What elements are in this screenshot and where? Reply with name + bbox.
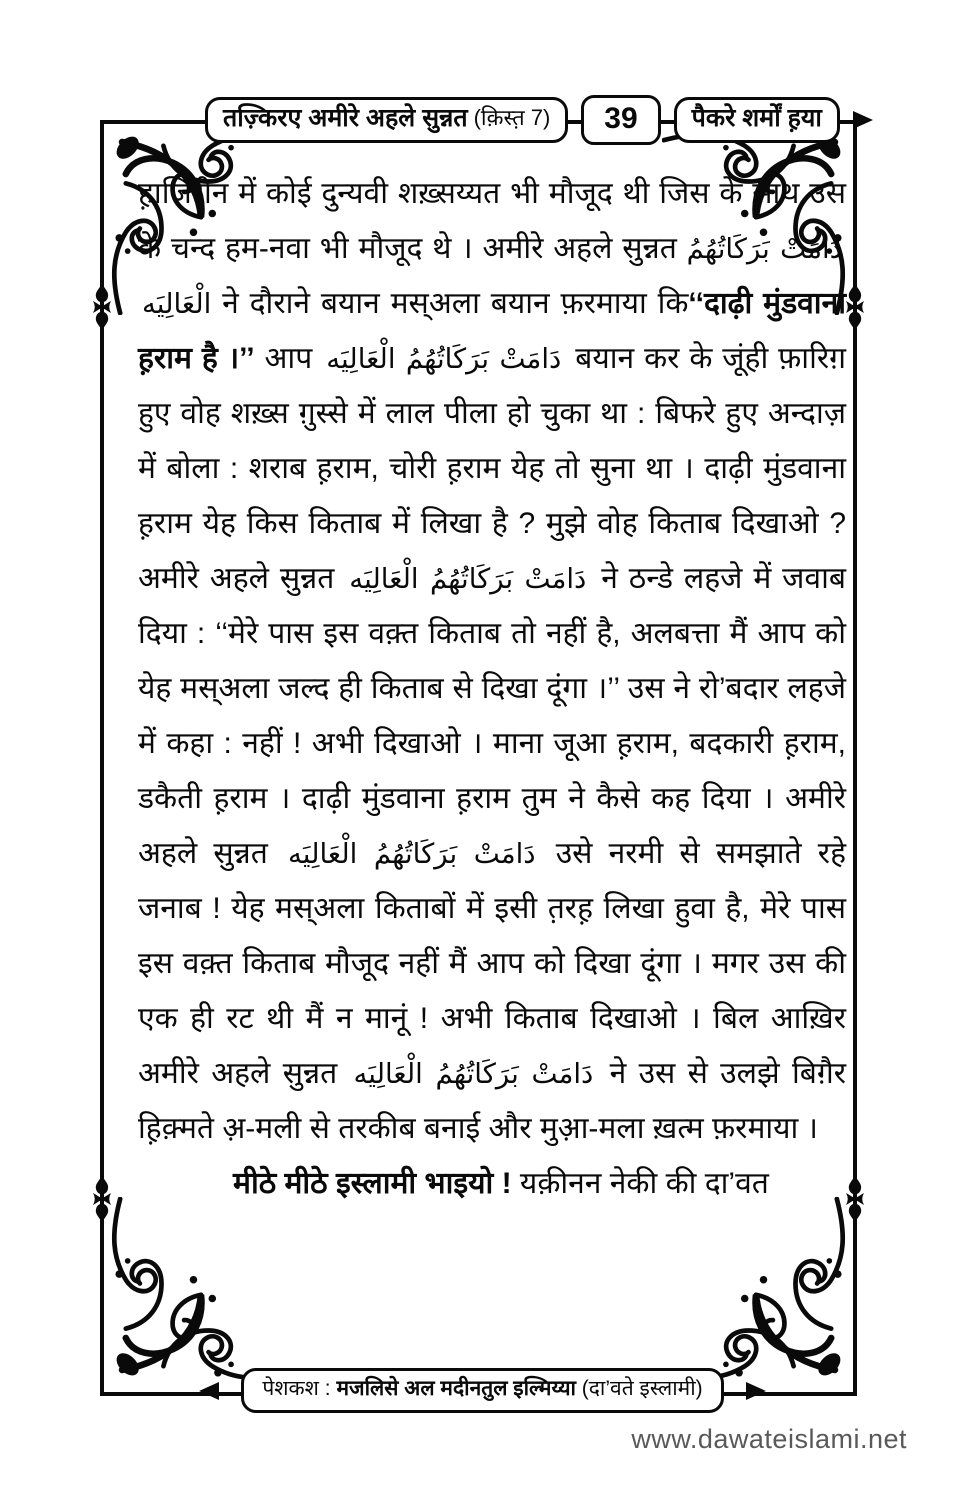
header-book-title-box — [205, 97, 568, 144]
arrowhead-right-icon — [853, 111, 873, 129]
publisher-box — [241, 1368, 723, 1413]
publisher-prefix: पेशकश : — [262, 1377, 337, 1400]
page-number: 39 — [604, 102, 638, 135]
text-segment: دَامَتْ بَرَكَاتُهُمُ الْعَالِيَه — [288, 837, 536, 870]
text-segment: ‘‘दाढ़ी मुंडवाना ह़राम है ।’’ — [138, 287, 846, 375]
text-segment: ने उस से उलझे बिग़ैर ह़िक़्मते अ़-मली से तरकीब बनाई और मुआ़-मला ख़त्म फ़रमाया । — [138, 1057, 847, 1145]
header — [205, 95, 873, 145]
paragraph — [138, 166, 846, 1156]
text-segment: आप — [254, 342, 323, 375]
text-segment: मीठे मीठे इस्लामी भाइयो ! — [233, 1167, 512, 1200]
publisher-suffix: (दा’वते इस्लामी) — [581, 1377, 703, 1400]
text-segment: دَامَتْ بَرَكَاتُهُمُ الْعَالِيَه — [326, 342, 562, 375]
text-segment: دَامَتْ بَرَكَاتُهُمُ الْعَالِيَه — [353, 1057, 594, 1090]
corner-flourish-icon — [662, 1197, 850, 1385]
corner-flourish-icon — [107, 1197, 295, 1385]
header-chapter-box — [674, 97, 840, 144]
body-text — [138, 166, 846, 1211]
website-url: www.dawateislami.net — [631, 1424, 907, 1454]
chapter-title: पैकरे शर्मों ह़या — [691, 103, 822, 132]
arrowhead-right-icon — [746, 1382, 766, 1400]
book-title-part: (क़िस्त़ 7) — [473, 105, 551, 131]
text-segment: ने दौराने बयान मस्अला बयान फ़रमाया कि — [211, 287, 689, 320]
arrowhead-left-icon — [199, 1382, 219, 1400]
publisher-name: मजलिसे अल मदीनतुल इल्मिय्या — [336, 1377, 582, 1400]
text-segment: बयान कर के जूंही फ़ारिग़ हुए वोह शख़्स ग़ुस्से में लाल पीला हो चुका था : बिफरे हुए अन्दाज़ में बोला : शराब ह़राम, चोरी ह़राम येह तो सुना था । दाढ़ी मुंडवाना ह़राम येह किस किताब में लिखा है ? मुझे वोह किताब दिखाओ ? अमीरे अहले सुन्नत — [138, 342, 847, 595]
text-segment: دَامَتْ بَرَكَاتُهُمُ الْعَالِيَه — [142, 232, 842, 320]
book-title: तज़्किरए अमीरे अहले सुन्नत — [223, 103, 468, 132]
text-segment: ने ठन्डे लहजे में जवाब दिया : ‘‘मेरे पास इस वक़्त किताब तो नहीं है, अलबत्ता मैं आप को येह मस्अला जल्द ही किताब से दिखा दूंगा ।’’ उस ने रो’बदार लहजे में कहा : नहीं ! अभी दिखाओ । माना जूआ ह़राम, बदकारी ह़राम, डकैती ह़राम । दाढ़ी मुंडवाना ह़राम तुम ने कैसे कह दिया । अमीरे अहले सुन्नत — [138, 562, 847, 870]
text-segment: यक़ीनन नेकी की दा’वत — [511, 1167, 769, 1200]
paragraph — [138, 1156, 846, 1211]
page-number-box — [581, 95, 660, 145]
text-segment: उसे नरमी से समझाते रहे जनाब ! येह मस्अला किताबों में इसी त़रह़ लिखा हुवा है, मेरे पास इस वक़्त किताब मौजूद नहीं मैं आप को दिखा दूंगा । मगर उस की एक ही रट थी मैं न मानूं ! अभी किताब दिखाओ । बिल आख़िर अमीरे अहले सुन्नत — [138, 837, 847, 1090]
border-finial-icon — [89, 280, 115, 334]
text-segment: ह़ाज़िरीन में कोई दुन्यवी शख़्सय्यत भी मौजूद थी जिस के साथ उस के चन्द हम-नवा भी मौजूद थे । अमीरे अहले सुन्नत — [138, 177, 846, 265]
footer — [0, 1368, 965, 1413]
border-finial-icon — [89, 1172, 115, 1226]
text-segment: دَامَتْ بَرَكَاتُهُمُ الْعَالِيَه — [349, 562, 587, 595]
